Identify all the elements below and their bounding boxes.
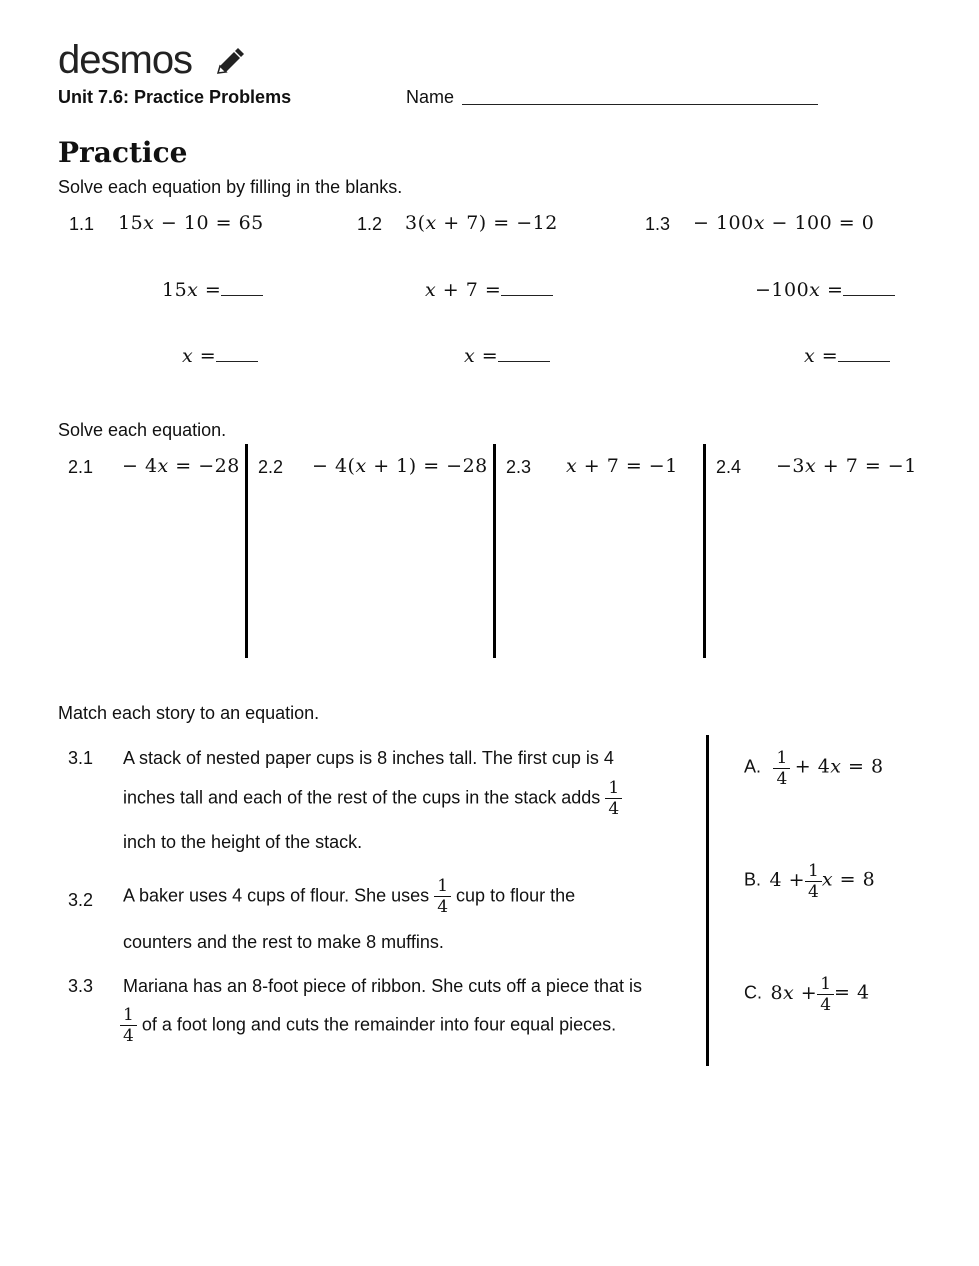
step-blank-row — [162, 279, 263, 301]
option-b — [744, 861, 875, 902]
option-c — [744, 974, 870, 1015]
story-text-line: of a foot long and cuts the remainder into four equal pieces. — [141, 1014, 617, 1035]
step-blank-row — [182, 345, 258, 367]
fraction-denominator: 4 — [808, 882, 819, 902]
problem-equation: 3(𝑥 + 7) = −12 — [405, 212, 558, 234]
story-text — [120, 1005, 616, 1046]
step-blank-row — [425, 279, 553, 301]
problem-number: 1.1 — [69, 214, 95, 234]
story-text-line: cup to flour the — [456, 885, 576, 906]
option-equation: 8𝑥 + — [770, 981, 818, 1004]
story-text — [123, 778, 622, 819]
problem-equation: 15𝑥 − 10 = 65 — [118, 212, 264, 234]
problem-number: 1.3 — [645, 214, 671, 234]
story-text-line: A baker uses 4 cups of flour. She uses — [123, 885, 430, 906]
step-label: −100𝑥 = — [755, 279, 844, 301]
option-equation: = 4 — [834, 981, 870, 1004]
problem-number: 1.2 — [357, 214, 383, 234]
step-label: 𝑥 = — [182, 345, 217, 367]
column-divider — [245, 444, 248, 658]
option-letter: A. — [744, 756, 762, 777]
section2-instruction: Solve each equation. — [58, 420, 227, 440]
step-blank-row — [464, 345, 550, 367]
option-equation: + 4𝑥 = 8 — [794, 755, 884, 778]
fraction — [773, 748, 790, 789]
column-divider — [493, 444, 496, 658]
fraction — [434, 876, 451, 917]
fraction-denominator: 4 — [820, 995, 832, 1015]
unit-title: Unit 7.6: Practice Problems — [58, 87, 292, 107]
fraction-numerator: 1 — [434, 876, 451, 897]
fraction-denominator: 4 — [123, 1026, 134, 1046]
step-blank-row — [804, 345, 890, 367]
name-field[interactable] — [462, 104, 818, 105]
fraction-denominator: 4 — [608, 799, 620, 819]
answer-blank[interactable] — [843, 279, 895, 296]
fraction-denominator: 4 — [437, 897, 449, 917]
fraction-numerator: 1 — [817, 974, 834, 995]
fraction — [817, 974, 834, 1015]
story-text: Mariana has an 8-foot piece of ribbon. She cuts off a piece that is — [123, 976, 642, 996]
fraction-numerator: 1 — [120, 1005, 137, 1026]
option-a — [744, 748, 884, 789]
step-blank-row — [755, 279, 895, 301]
answer-blank[interactable] — [216, 345, 258, 362]
fraction — [605, 778, 622, 819]
story-text-line: inches tall and each of the rest of the cups in the stack adds — [123, 787, 601, 808]
fraction-numerator: 1 — [773, 748, 790, 769]
name-label: Name — [406, 87, 455, 107]
problem-number: 2.4 — [716, 457, 742, 477]
pencil-icon — [212, 46, 246, 80]
problem-equation: − 100𝑥 − 100 = 0 — [693, 212, 875, 234]
fraction — [805, 861, 822, 902]
match-divider — [706, 735, 709, 1066]
step-label: 𝑥 + 7 = — [425, 279, 502, 301]
step-label: 15𝑥 = — [162, 279, 222, 301]
problem-equation: 𝑥 + 7 = −1 — [566, 455, 678, 477]
problem-equation: − 4(𝑥 + 1) = −28 — [312, 455, 488, 477]
desmos-logo: desmos — [58, 38, 193, 82]
story-text — [123, 876, 575, 917]
problem-equation: −3𝑥 + 7 = −1 — [776, 455, 917, 477]
answer-blank[interactable] — [501, 279, 553, 296]
problem-number: 2.2 — [258, 457, 284, 477]
answer-blank[interactable] — [221, 279, 263, 296]
answer-blank[interactable] — [498, 345, 550, 362]
section1-instruction: Solve each equation by filling in the blanks. — [58, 177, 403, 197]
fraction — [120, 1005, 137, 1046]
problem-equation: − 4𝑥 = −28 — [122, 455, 240, 477]
story-text: A stack of nested paper cups is 8 inches tall. The first cup is 4 — [123, 748, 614, 768]
problem-number: 2.1 — [68, 457, 94, 477]
option-letter: B. — [744, 869, 762, 890]
step-label: 𝑥 = — [464, 345, 499, 367]
story-text: inch to the height of the stack. — [123, 832, 363, 852]
problem-number: 2.3 — [506, 457, 532, 477]
option-equation: 4 + — [769, 868, 806, 891]
page-title: Practice — [58, 136, 188, 169]
fraction-numerator: 1 — [605, 778, 622, 799]
story-number: 3.1 — [68, 748, 94, 768]
option-equation: 𝑥 = 8 — [821, 868, 876, 891]
section3-instruction: Match each story to an equation. — [58, 703, 320, 723]
answer-blank[interactable] — [838, 345, 890, 362]
story-number: 3.2 — [68, 890, 94, 910]
story-text: counters and the rest to make 8 muffins. — [123, 932, 444, 952]
fraction-denominator: 4 — [776, 769, 788, 789]
fraction-numerator: 1 — [805, 861, 822, 882]
step-label: 𝑥 = — [804, 345, 839, 367]
column-divider — [703, 444, 706, 658]
story-number: 3.3 — [68, 976, 94, 996]
option-letter: C. — [744, 982, 762, 1003]
